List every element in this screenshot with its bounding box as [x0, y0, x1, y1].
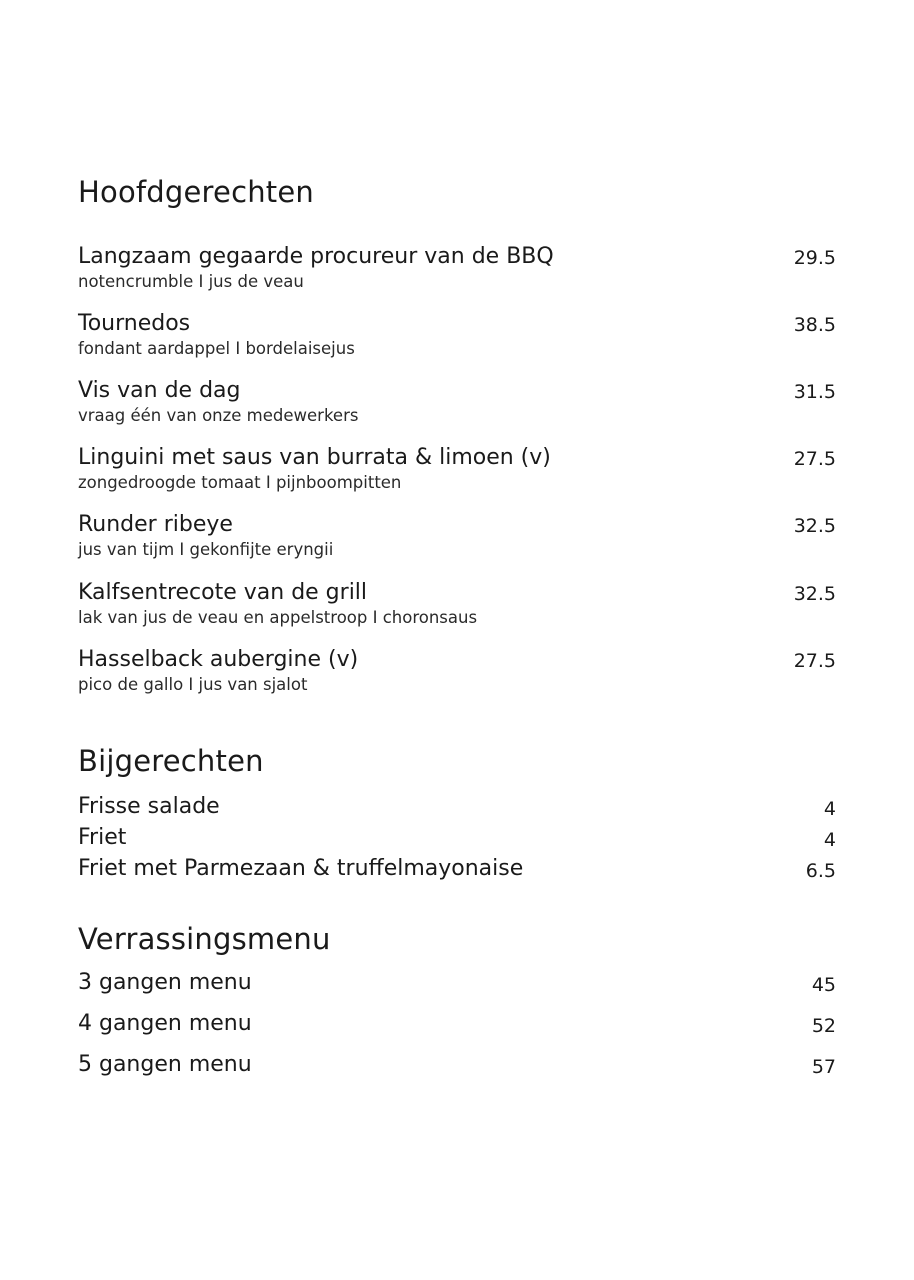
item-description: vraag één van onze medewerkers — [78, 406, 359, 425]
menu-item — [78, 824, 836, 854]
item-price: 6.5 — [805, 860, 836, 882]
item-price: 4 — [823, 829, 836, 851]
item-price: 57 — [811, 1056, 836, 1078]
item-price: 29.5 — [793, 247, 836, 269]
item-price: 52 — [811, 1015, 836, 1037]
item-description: zongedroogde tomaat I pijnboompitten — [78, 473, 402, 492]
menu-item — [78, 793, 836, 823]
item-price: 31.5 — [793, 381, 836, 403]
menu-item — [78, 579, 836, 627]
item-name: 3 gangen menu — [78, 970, 252, 995]
item-description: fondant aardappel I bordelaisejus — [78, 339, 355, 358]
menu-item — [78, 1010, 836, 1040]
menu-item — [78, 1051, 836, 1081]
item-name: Tournedos — [78, 311, 191, 336]
item-description: pico de gallo I jus van sjalot — [78, 675, 308, 694]
item-name: 5 gangen menu — [78, 1052, 252, 1077]
menu-item — [78, 646, 836, 694]
item-name: Linguini met saus van burrata & limoen (v) — [78, 445, 551, 470]
menu-item — [78, 855, 836, 885]
menu-item — [78, 377, 836, 425]
item-price: 32.5 — [793, 515, 836, 537]
menu-item — [78, 511, 836, 559]
item-price: 38.5 — [793, 314, 836, 336]
menu-item — [78, 969, 836, 999]
item-name: Friet — [78, 825, 127, 850]
item-name: Friet met Parmezaan & truffelmayonaise — [78, 856, 524, 881]
section-title-main: Hoofdgerechten — [78, 175, 315, 209]
item-price: 27.5 — [793, 650, 836, 672]
item-name: Langzaam gegaarde procureur van de BBQ — [78, 244, 554, 269]
menu-item — [78, 243, 836, 291]
item-price: 32.5 — [793, 583, 836, 605]
item-name: Hasselback aubergine (v) — [78, 647, 359, 672]
menu-item — [78, 444, 836, 492]
item-name: Frisse salade — [78, 794, 220, 819]
item-name: Runder ribeye — [78, 512, 233, 537]
section-title-sides: Bijgerechten — [78, 744, 264, 778]
menu-page — [78, 0, 836, 1280]
item-name: Vis van de dag — [78, 378, 241, 403]
item-description: notencrumble I jus de veau — [78, 272, 304, 291]
item-price: 4 — [823, 798, 836, 820]
item-price: 45 — [811, 974, 836, 996]
item-name: Kalfsentrecote van de grill — [78, 580, 368, 605]
menu-item — [78, 310, 836, 358]
item-description: jus van tijm I gekonfijte eryngii — [78, 540, 334, 559]
section-title-surprise: Verrassingsmenu — [78, 922, 331, 956]
item-name: 4 gangen menu — [78, 1011, 252, 1036]
item-price: 27.5 — [793, 448, 836, 470]
item-description: lak van jus de veau en appelstroop I choronsaus — [78, 608, 478, 627]
